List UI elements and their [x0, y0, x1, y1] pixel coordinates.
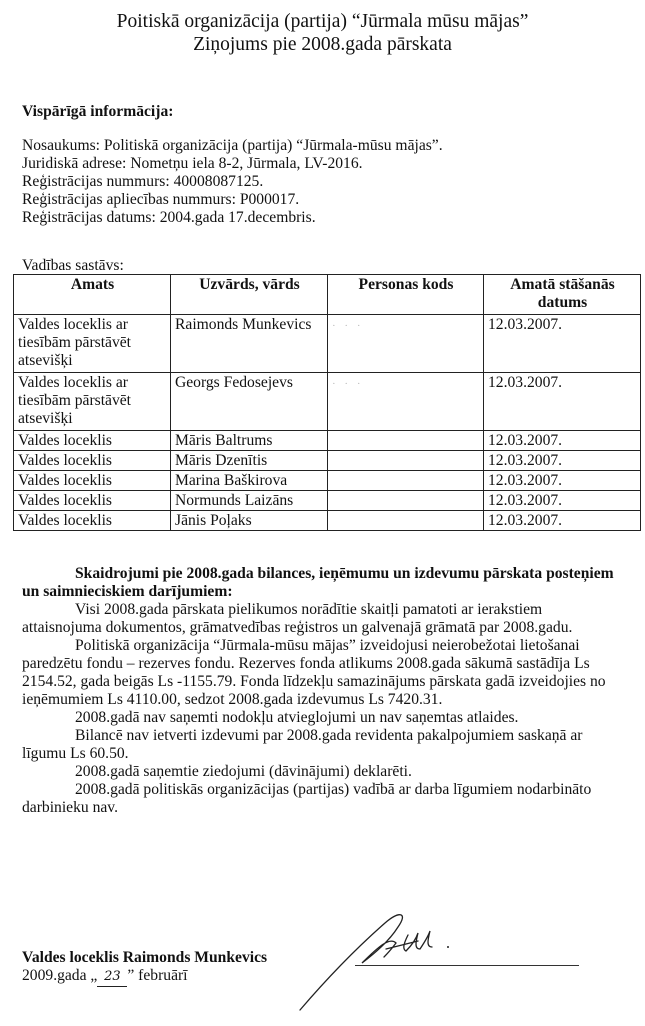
redaction-mark: · · ·: [332, 378, 364, 390]
general-info-heading: Vispārīgā informācija:: [22, 103, 174, 120]
general-info-block: [22, 137, 443, 227]
info-registration-date: Reģistrācijas datums: 2004.gada 17.decembris.: [22, 209, 316, 226]
cell-name: Georgs Fedosejevs: [171, 373, 328, 431]
explanatory-notes: [22, 565, 622, 817]
signature-date: [22, 967, 188, 987]
document-subtitle: Ziņojums pie 2008.gada pārskata: [193, 34, 452, 55]
cell-name: Jānis Poļaks: [171, 511, 328, 531]
date-day-handwritten: 23: [97, 968, 127, 987]
table-header-row: [14, 275, 641, 315]
management-label: Vadības sastāvs:: [22, 257, 124, 274]
table-row: [14, 431, 641, 451]
cell-personal-code-redacted: [328, 315, 484, 373]
notes-heading: Skaidrojumi pie 2008.gada bilances, ieņēmumu un izdevumu pārskata posteņiem un saimnieciskiem darījumiem:: [22, 565, 614, 600]
table-row: [14, 471, 641, 491]
cell-start-date: 12.03.2007.: [484, 431, 641, 451]
cell-personal-code-redacted: [328, 431, 484, 451]
management-table: [13, 274, 641, 531]
cell-name: Raimonds Munkevics: [171, 315, 328, 373]
note-paragraph: 2008.gadā politiskās organizācijas (partijas) vadībā ar darba līgumiem nodarbināto darbinieku nav.: [22, 781, 592, 816]
table-row: [14, 511, 641, 531]
info-legal-address: Juridiskā adrese: Nometņu iela 8-2, Jūrmala, LV-2016.: [22, 155, 363, 172]
date-suffix: ” februārī: [127, 967, 188, 984]
cell-name: Māris Baltrums: [171, 431, 328, 451]
note-paragraph: Visi 2008.gada pārskata pielikumos norādītie skaitļi pamatoti ar ierakstiem attaisnojuma dokumentos, grāmatvedības reģistros un galvenajā grāmatā par 2008.gadu.: [22, 601, 573, 636]
note-paragraph: Politiskā organizācija “Jūrmala-mūsu mājas” izveidojusi neierobežotai lietošanai paredzētu fondu – rezerves fondu. Rezerves fonda atlikums 2008.gada sākumā sastādīja Ls 2154.52, gada beigās Ls -1155.79. Fonda līdzekļu samazinājums pārskata gadā izveidojies no ieņēmumiem Ls 4110.00, sedzot 2008.gada izdevumus Ls 7420.31.: [22, 637, 606, 708]
cell-position: Valdes loceklis ar tiesībām pārstāvēt atsevišķi: [14, 373, 171, 431]
cell-personal-code-redacted: [328, 373, 484, 431]
info-name: Nosaukums: Politiskā organizācija (partija) “Jūrmala-mūsu mājas”.: [22, 137, 443, 154]
cell-personal-code-redacted: [328, 491, 484, 511]
table-row: [14, 451, 641, 471]
table-row: [14, 491, 641, 511]
column-header-start-date: Amatā stāšanās datums: [484, 275, 641, 315]
redaction-mark: · · ·: [332, 320, 364, 332]
handwritten-signature-icon: [290, 905, 530, 1015]
note-paragraph: 2008.gadā saņemtie ziedojumi (dāvinājumi) deklarēti.: [75, 763, 412, 780]
cell-position: Valdes loceklis: [14, 431, 171, 451]
cell-name: Marina Baškirova: [171, 471, 328, 491]
cell-position: Valdes loceklis: [14, 511, 171, 531]
cell-name: Normunds Laizāns: [171, 491, 328, 511]
column-header-name: Uzvārds, vārds: [171, 275, 328, 315]
info-registration-number: Reģistrācijas nummurs: 40008087125.: [22, 173, 264, 190]
cell-name: Māris Dzenītis: [171, 451, 328, 471]
table-row: [14, 373, 641, 431]
cell-position: Valdes loceklis: [14, 491, 171, 511]
cell-position: Valdes loceklis: [14, 451, 171, 471]
column-header-position: Amats: [14, 275, 171, 315]
cell-position: Valdes loceklis ar tiesībām pārstāvēt atsevišķi: [14, 315, 171, 373]
cell-personal-code-redacted: [328, 471, 484, 491]
cell-start-date: 12.03.2007.: [484, 471, 641, 491]
cell-start-date: 12.03.2007.: [484, 315, 641, 373]
info-certificate-number: Reģistrācijas apliecības nummurs: P000017.: [22, 191, 300, 208]
cell-start-date: 12.03.2007.: [484, 491, 641, 511]
table-row: [14, 315, 641, 373]
cell-personal-code-redacted: [328, 511, 484, 531]
date-prefix: 2009.gada „: [22, 967, 98, 984]
cell-position: Valdes loceklis: [14, 471, 171, 491]
column-header-personal-code: Personas kods: [328, 275, 484, 315]
signatory-role: Valdes loceklis Raimonds Munkevics: [22, 949, 268, 966]
cell-start-date: 12.03.2007.: [484, 373, 641, 431]
note-paragraph: Bilancē nav ietverti izdevumi par 2008.gada revidenta pakalpojumiem saskaņā ar līgumu Ls 60.50.: [22, 727, 583, 762]
cell-start-date: 12.03.2007.: [484, 511, 641, 531]
note-paragraph: 2008.gadā nav saņemti nodokļu atvieglojumi un nav saņemtas atlaides.: [75, 709, 519, 726]
cell-personal-code-redacted: [328, 451, 484, 471]
document-title: Poitiskā organizācija (partija) “Jūrmala mūsu mājas”: [116, 11, 529, 32]
cell-start-date: 12.03.2007.: [484, 451, 641, 471]
